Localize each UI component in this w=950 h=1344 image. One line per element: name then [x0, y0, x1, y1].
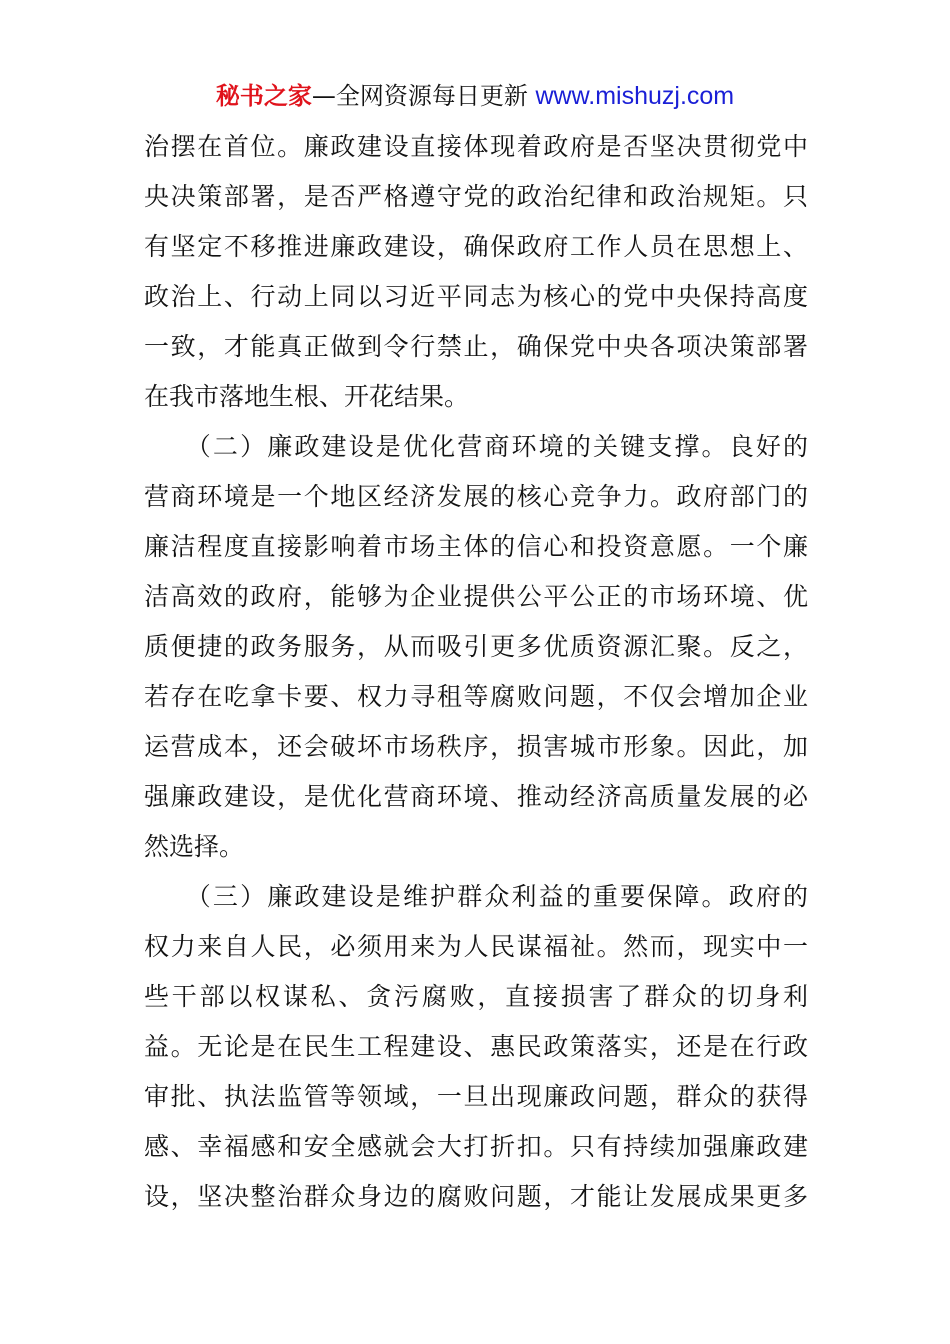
section-heading-line: （三）廉政建设是维护群众利益的重要保障。政府的: [144, 882, 808, 911]
text-line: 洁高效的政府，能够为企业提供公平公正的市场环境、优: [144, 582, 808, 611]
section-heading-line: （二）廉政建设是优化营商环境的关键支撑。良好的: [144, 432, 808, 461]
site-url-link[interactable]: www.mishuzj.com: [535, 82, 735, 110]
text-line: 益。无论是在民生工程建设、惠民政策落实，还是在行政: [144, 1032, 808, 1061]
text-line: 有坚定不移推进廉政建设，确保政府工作人员在思想上、: [144, 232, 808, 261]
text-line: 权力来自人民，必须用来为人民谋福祉。然而，现实中一: [144, 932, 808, 961]
text-line: 些干部以权谋私、贪污腐败，直接损害了群众的切身利: [144, 982, 808, 1011]
text-line: 设，坚决整治群众身边的腐败问题，才能让发展成果更多: [144, 1182, 808, 1211]
text-line: 运营成本，还会破坏市场秩序，损害城市形象。因此，加: [144, 732, 808, 761]
document-body: [144, 122, 808, 1222]
text-line: 廉洁程度直接影响着市场主体的信心和投资意愿。一个廉: [144, 532, 808, 561]
text-line: 政治上、行动上同以习近平同志为核心的党中央保持高度: [144, 282, 808, 311]
text-line: 央决策部署，是否严格遵守党的政治纪律和政治规矩。只: [144, 182, 808, 211]
text-line: 然选择。: [144, 832, 245, 861]
text-line: 强廉政建设，是优化营商环境、推动经济高质量发展的必: [144, 782, 808, 811]
text-line: 质便捷的政务服务，从而吸引更多优质资源汇聚。反之，: [144, 632, 808, 661]
text-line: 营商环境是一个地区经济发展的核心竞争力。政府部门的: [144, 482, 808, 511]
text-line: 治摆在首位。廉政建设直接体现着政府是否坚决贯彻党中: [144, 132, 808, 161]
site-brand: 秘书之家: [215, 82, 312, 110]
text-line: 若存在吃拿卡要、权力寻租等腐败问题，不仅会增加企业: [144, 682, 808, 711]
text-line: 在我市落地生根、开花结果。: [144, 382, 470, 411]
text-line: 感、幸福感和安全感就会大打折扣。只有持续加强廉政建: [144, 1132, 808, 1161]
site-header: [0, 78, 950, 114]
text-line: 审批、执法监管等领域，一旦出现廉政问题，群众的获得: [144, 1082, 808, 1111]
text-line: 一致，才能真正做到令行禁止，确保党中央各项决策部署: [144, 332, 808, 361]
site-tagline: —全网资源每日更新: [311, 82, 536, 110]
